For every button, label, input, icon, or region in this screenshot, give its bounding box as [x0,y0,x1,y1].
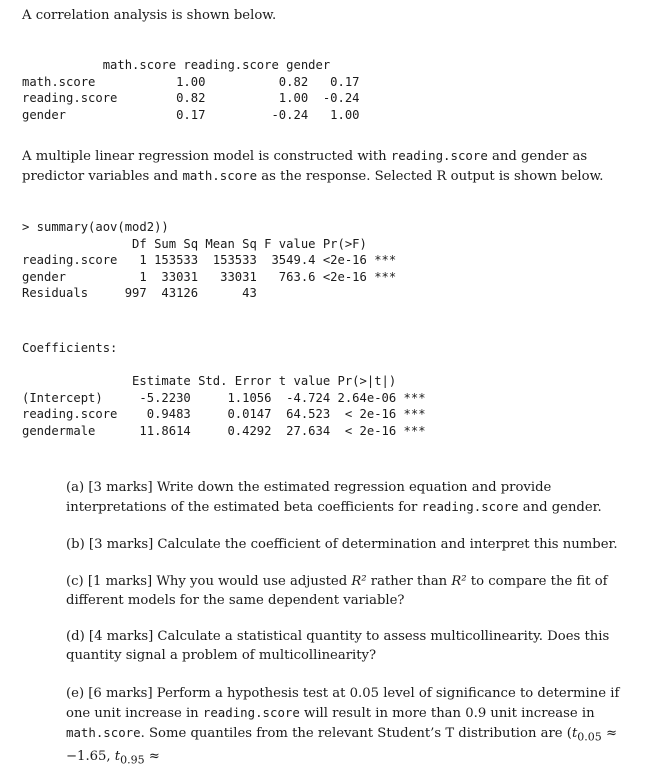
question-b: (b) [3 marks] Calculate the coefficient of determination and interpret this number. [66,537,618,552]
question-d: (d) [4 marks] Calculate a statistical quantity to assess multicollinearity. Does this quantity signal a problem of multicollinearity? [66,629,610,663]
intro-text: A correlation analysis is shown below. [22,8,277,23]
correlation-output: math.score reading.score gender math.score 1.00 0.82 0.17 reading.score 0.82 1.00 -0.24 gender 0.17 -0.24 1.00 [22,58,360,122]
question-c: (c) [1 marks] Why you would use adjusted R² rather than R² to compare the fit of different models for the same dependent variable? [66,574,608,608]
model-description: A multiple linear regression model is constructed with reading.score and gender as predictor variables and math.score as the response. Selected R output is shown below. [22,148,604,184]
anova-output: > summary(aov(mod2)) Df Sum Sq Mean Sq F value Pr(>F) reading.score 1 153533 153533 3549.4 <2e-16 *** gender 1 33031 33031 763.6 <2e-16 *** Residuals 997 43126 43 [22,220,397,300]
coefficients-output: Coefficients: Estimate Std. Error t value Pr(>|t|) (Intercept) -5.2230 1.1056 -4.724 2.64e-06 *** reading.score 0.9483 0.0147 64.523 < 2e-16 *** gendermale 11.8614 0.4292 27.634 < 2e-16 *** [22,341,426,438]
question-e: (e) [6 marks] Perform a hypothesis test at 0.05 level of significance to determine if one unit increase in reading.score will result in more than 0.9 unit increase in math.score. Some quantiles from the relevant Student’s T distribution are ($t_{0.05} \approx -1.65$, $t_{0.95}$ ≈ [66,686,620,767]
question-a: (a) [3 marks] Write down the estimated regression equation and provide interpretations of the estimated beta coefficients for reading.score and gender. [66,480,602,515]
